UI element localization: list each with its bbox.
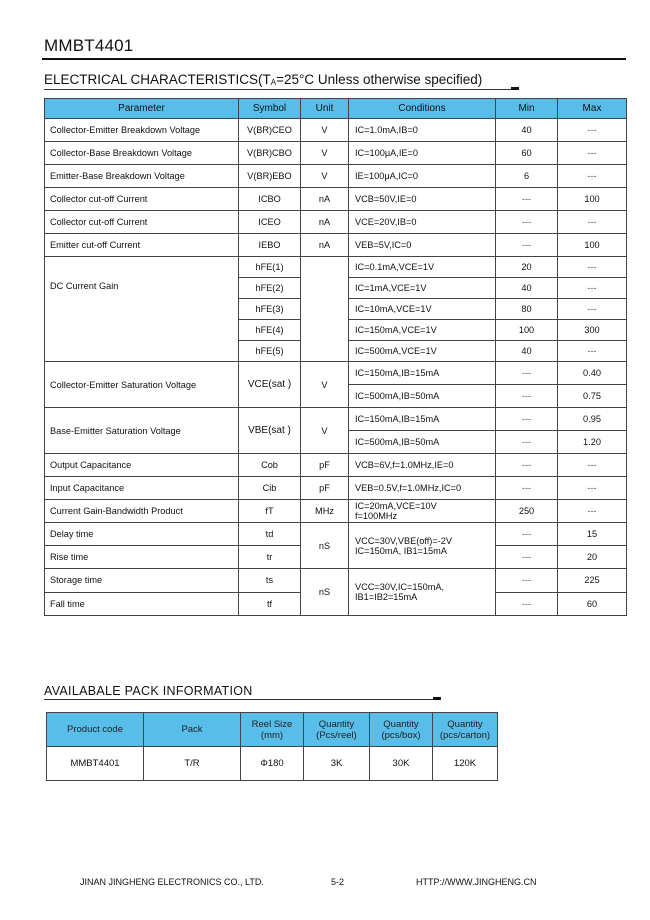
symbol-cell: fT <box>239 500 301 523</box>
param-cell: Fall time <box>45 592 239 616</box>
min-cell: 80 <box>496 299 558 320</box>
min-cell: --- <box>496 234 558 257</box>
conditions-cell: IC=0.1mA,VCE=1V <box>349 257 496 278</box>
reel-size-cell: Φ180 <box>241 747 304 781</box>
conditions-cell: IC=150mA,VCE=1V <box>349 320 496 341</box>
min-cell: --- <box>496 211 558 234</box>
conditions-cell: VCB=6V,f=1.0MHz,IE=0 <box>349 454 496 477</box>
unit-cell: MHz <box>301 500 349 523</box>
conditions-cell: IE=100μA,IC=0 <box>349 165 496 188</box>
conditions-cell: VEB=0.5V,f=1.0MHz,IC=0 <box>349 477 496 500</box>
min-cell: 6 <box>496 165 558 188</box>
max-cell: --- <box>558 341 627 362</box>
qty-reel-cell: 3K <box>304 747 370 781</box>
table-row <box>45 500 627 523</box>
document-title: MMBT4401 <box>44 36 134 55</box>
qty-carton-cell: 120K <box>433 747 498 781</box>
col-header-max: Max <box>558 99 627 119</box>
col-header-min: Min <box>496 99 558 119</box>
symbol-cell: V(BR)EBO <box>239 165 301 188</box>
symbol-cell: hFE(5) <box>239 341 301 362</box>
col-header-unit: Unit <box>301 99 349 119</box>
conditions-cell: VEB=5V,IC=0 <box>349 234 496 257</box>
electrical-characteristics-heading: ELECTRICAL $CHARACTERISTICS(T_A=25^\circ C$ Unless otherwise specified) <box>44 72 483 87</box>
min-cell: 40 <box>496 341 558 362</box>
table-row <box>45 477 627 500</box>
symbol-cell: VBE(sat ) <box>239 408 301 454</box>
footer-company: JINAN JINGHENG ELECTRONICS CO., LTD. <box>80 877 264 887</box>
param-cell: Rise time <box>45 546 239 569</box>
max-cell: 60 <box>558 592 627 616</box>
table-row <box>45 523 627 546</box>
min-cell: --- <box>496 431 558 454</box>
table-row <box>45 569 627 593</box>
unit-cell: nA <box>301 188 349 211</box>
col-header-parameter: Parameter <box>45 99 239 119</box>
symbol-cell: tr <box>239 546 301 569</box>
param-cell: Collector-Emitter Saturation Voltage <box>45 362 239 408</box>
symbol-cell: hFE(1) <box>239 257 301 278</box>
param-cell: Storage time <box>45 569 239 593</box>
table-row <box>45 142 627 165</box>
col-header-qty-carton: Quantity (pcs/carton) <box>433 713 498 747</box>
symbol-cell: VCE(sat ) <box>239 362 301 408</box>
unit-cell: nS <box>301 569 349 616</box>
symbol-cell: Cib <box>239 477 301 500</box>
max-cell: --- <box>558 477 627 500</box>
table-row <box>45 454 627 477</box>
param-cell: Collector-Base Breakdown Voltage <box>45 142 239 165</box>
min-cell: 40 <box>496 278 558 299</box>
param-cell: Collector-Emitter Breakdown Voltage <box>45 119 239 142</box>
unit-cell: V <box>301 119 349 142</box>
max-cell: 300 <box>558 320 627 341</box>
unit-cell: V <box>301 362 349 408</box>
max-cell: 0.75 <box>558 385 627 408</box>
table-row <box>45 211 627 234</box>
conditions-cell: IC=100μA,IE=0 <box>349 142 496 165</box>
table-row <box>45 119 627 142</box>
max-cell: --- <box>558 211 627 234</box>
electrical-characteristics-table <box>44 98 627 616</box>
footer-url[interactable]: HTTP://WWW.JINGHENG.CN <box>416 877 537 887</box>
unit-cell: nS <box>301 523 349 569</box>
col-header-qty-reel: Quantity (Pcs/reel) <box>304 713 370 747</box>
symbol-cell: td <box>239 523 301 546</box>
max-cell: --- <box>558 454 627 477</box>
section-underline <box>44 89 518 90</box>
conditions-cell: IC=500mA,IB=50mA <box>349 431 496 454</box>
conditions-cell: IC=500mA,IB=50mA <box>349 385 496 408</box>
unit-cell: nA <box>301 234 349 257</box>
param-cell: Output Capacitance <box>45 454 239 477</box>
conditions-cell: VCE=20V,IB=0 <box>349 211 496 234</box>
max-cell: --- <box>558 142 627 165</box>
conditions-cell: IC=1mA,VCE=1V <box>349 278 496 299</box>
pack-information-table <box>46 712 498 781</box>
min-cell: --- <box>496 362 558 385</box>
max-cell: --- <box>558 278 627 299</box>
symbol-cell: hFE(3) <box>239 299 301 320</box>
min-cell: 20 <box>496 257 558 278</box>
table-row <box>45 408 627 431</box>
table-row <box>47 747 498 781</box>
min-cell: --- <box>496 188 558 211</box>
min-cell: --- <box>496 477 558 500</box>
title-divider <box>42 58 626 60</box>
table-row <box>45 165 627 188</box>
min-cell: --- <box>496 454 558 477</box>
qty-box-cell: 30K <box>370 747 433 781</box>
pack-information-heading: AVAILABALE PACK INFORMATION <box>44 684 253 698</box>
max-cell: --- <box>558 299 627 320</box>
param-cell: Input Capacitance <box>45 477 239 500</box>
col-header-pack: Pack <box>144 713 241 747</box>
unit-cell: V <box>301 165 349 188</box>
footer-page-number: 5-2 <box>331 877 345 887</box>
min-cell: --- <box>496 592 558 616</box>
param-cell: Delay time <box>45 523 239 546</box>
param-cell: Current Gain-Bandwidth Product <box>45 500 239 523</box>
table-row <box>45 188 627 211</box>
symbol-cell: hFE(4) <box>239 320 301 341</box>
max-cell: --- <box>558 500 627 523</box>
pack-cell: T/R <box>144 747 241 781</box>
conditions-cell: IC=150mA,IB=15mA <box>349 362 496 385</box>
param-cell: Base-Emitter Saturation Voltage <box>45 408 239 454</box>
table-row <box>45 234 627 257</box>
table-header-row <box>45 99 627 119</box>
min-cell: 250 <box>496 500 558 523</box>
max-cell: 100 <box>558 234 627 257</box>
conditions-cell: VCC=30V,VBE(off)=-2V IC=150mA, IB1=15mA <box>349 523 496 569</box>
max-cell: 0.40 <box>558 362 627 385</box>
unit-cell: V <box>301 142 349 165</box>
max-cell: 225 <box>558 569 627 593</box>
conditions-cell: IC=150mA,IB=15mA <box>349 408 496 431</box>
col-header-reel-size: Reel Size (mm) <box>241 713 304 747</box>
symbol-cell: Cob <box>239 454 301 477</box>
pack-section-underline <box>44 699 440 700</box>
conditions-cell: IC=1.0mA,IB=0 <box>349 119 496 142</box>
unit-cell: pF <box>301 477 349 500</box>
symbol-cell: ICEO <box>239 211 301 234</box>
param-cell: Emitter-Base Breakdown Voltage <box>45 165 239 188</box>
min-cell: --- <box>496 569 558 593</box>
param-cell: Collector cut-off Current <box>45 188 239 211</box>
section-marker <box>511 87 519 90</box>
max-cell: 15 <box>558 523 627 546</box>
param-cell: DC Current Gain <box>45 257 239 362</box>
conditions-cell: VCB=50V,IE=0 <box>349 188 496 211</box>
max-cell: --- <box>558 119 627 142</box>
symbol-cell: V(BR)CBO <box>239 142 301 165</box>
min-cell: 40 <box>496 119 558 142</box>
unit-cell: nA <box>301 211 349 234</box>
symbol-cell: IEBO <box>239 234 301 257</box>
unit-cell <box>301 257 349 362</box>
max-cell: --- <box>558 257 627 278</box>
pack-section-marker <box>433 697 441 700</box>
min-cell: --- <box>496 408 558 431</box>
col-header-symbol: Symbol <box>239 99 301 119</box>
conditions-cell: IC=500mA,VCE=1V <box>349 341 496 362</box>
max-cell: 1.20 <box>558 431 627 454</box>
product-code-cell: MMBT4401 <box>47 747 144 781</box>
min-cell: --- <box>496 523 558 546</box>
min-cell: --- <box>496 385 558 408</box>
max-cell: 0.95 <box>558 408 627 431</box>
unit-cell: pF <box>301 454 349 477</box>
pack-header-row <box>47 713 498 747</box>
conditions-cell: IC=10mA,VCE=1V <box>349 299 496 320</box>
table-row <box>45 362 627 385</box>
conditions-cell: VCC=30V,IC=150mA, IB1=IB2=15mA <box>349 569 496 616</box>
conditions-cell: IC=20mA,VCE=10V f=100MHz <box>349 500 496 523</box>
col-header-product-code: Product code <box>47 713 144 747</box>
param-cell: Emitter cut-off Current <box>45 234 239 257</box>
symbol-cell: tf <box>239 592 301 616</box>
col-header-qty-box: Quantity (pcs/box) <box>370 713 433 747</box>
max-cell: 20 <box>558 546 627 569</box>
symbol-cell: ICBO <box>239 188 301 211</box>
table-row <box>45 257 627 278</box>
max-cell: 100 <box>558 188 627 211</box>
symbol-cell: V(BR)CEO <box>239 119 301 142</box>
param-cell: Collector cut-off Current <box>45 211 239 234</box>
min-cell: 60 <box>496 142 558 165</box>
min-cell: 100 <box>496 320 558 341</box>
min-cell: --- <box>496 546 558 569</box>
symbol-cell: hFE(2) <box>239 278 301 299</box>
unit-cell: V <box>301 408 349 454</box>
symbol-cell: ts <box>239 569 301 593</box>
max-cell: --- <box>558 165 627 188</box>
col-header-conditions: Conditions <box>349 99 496 119</box>
